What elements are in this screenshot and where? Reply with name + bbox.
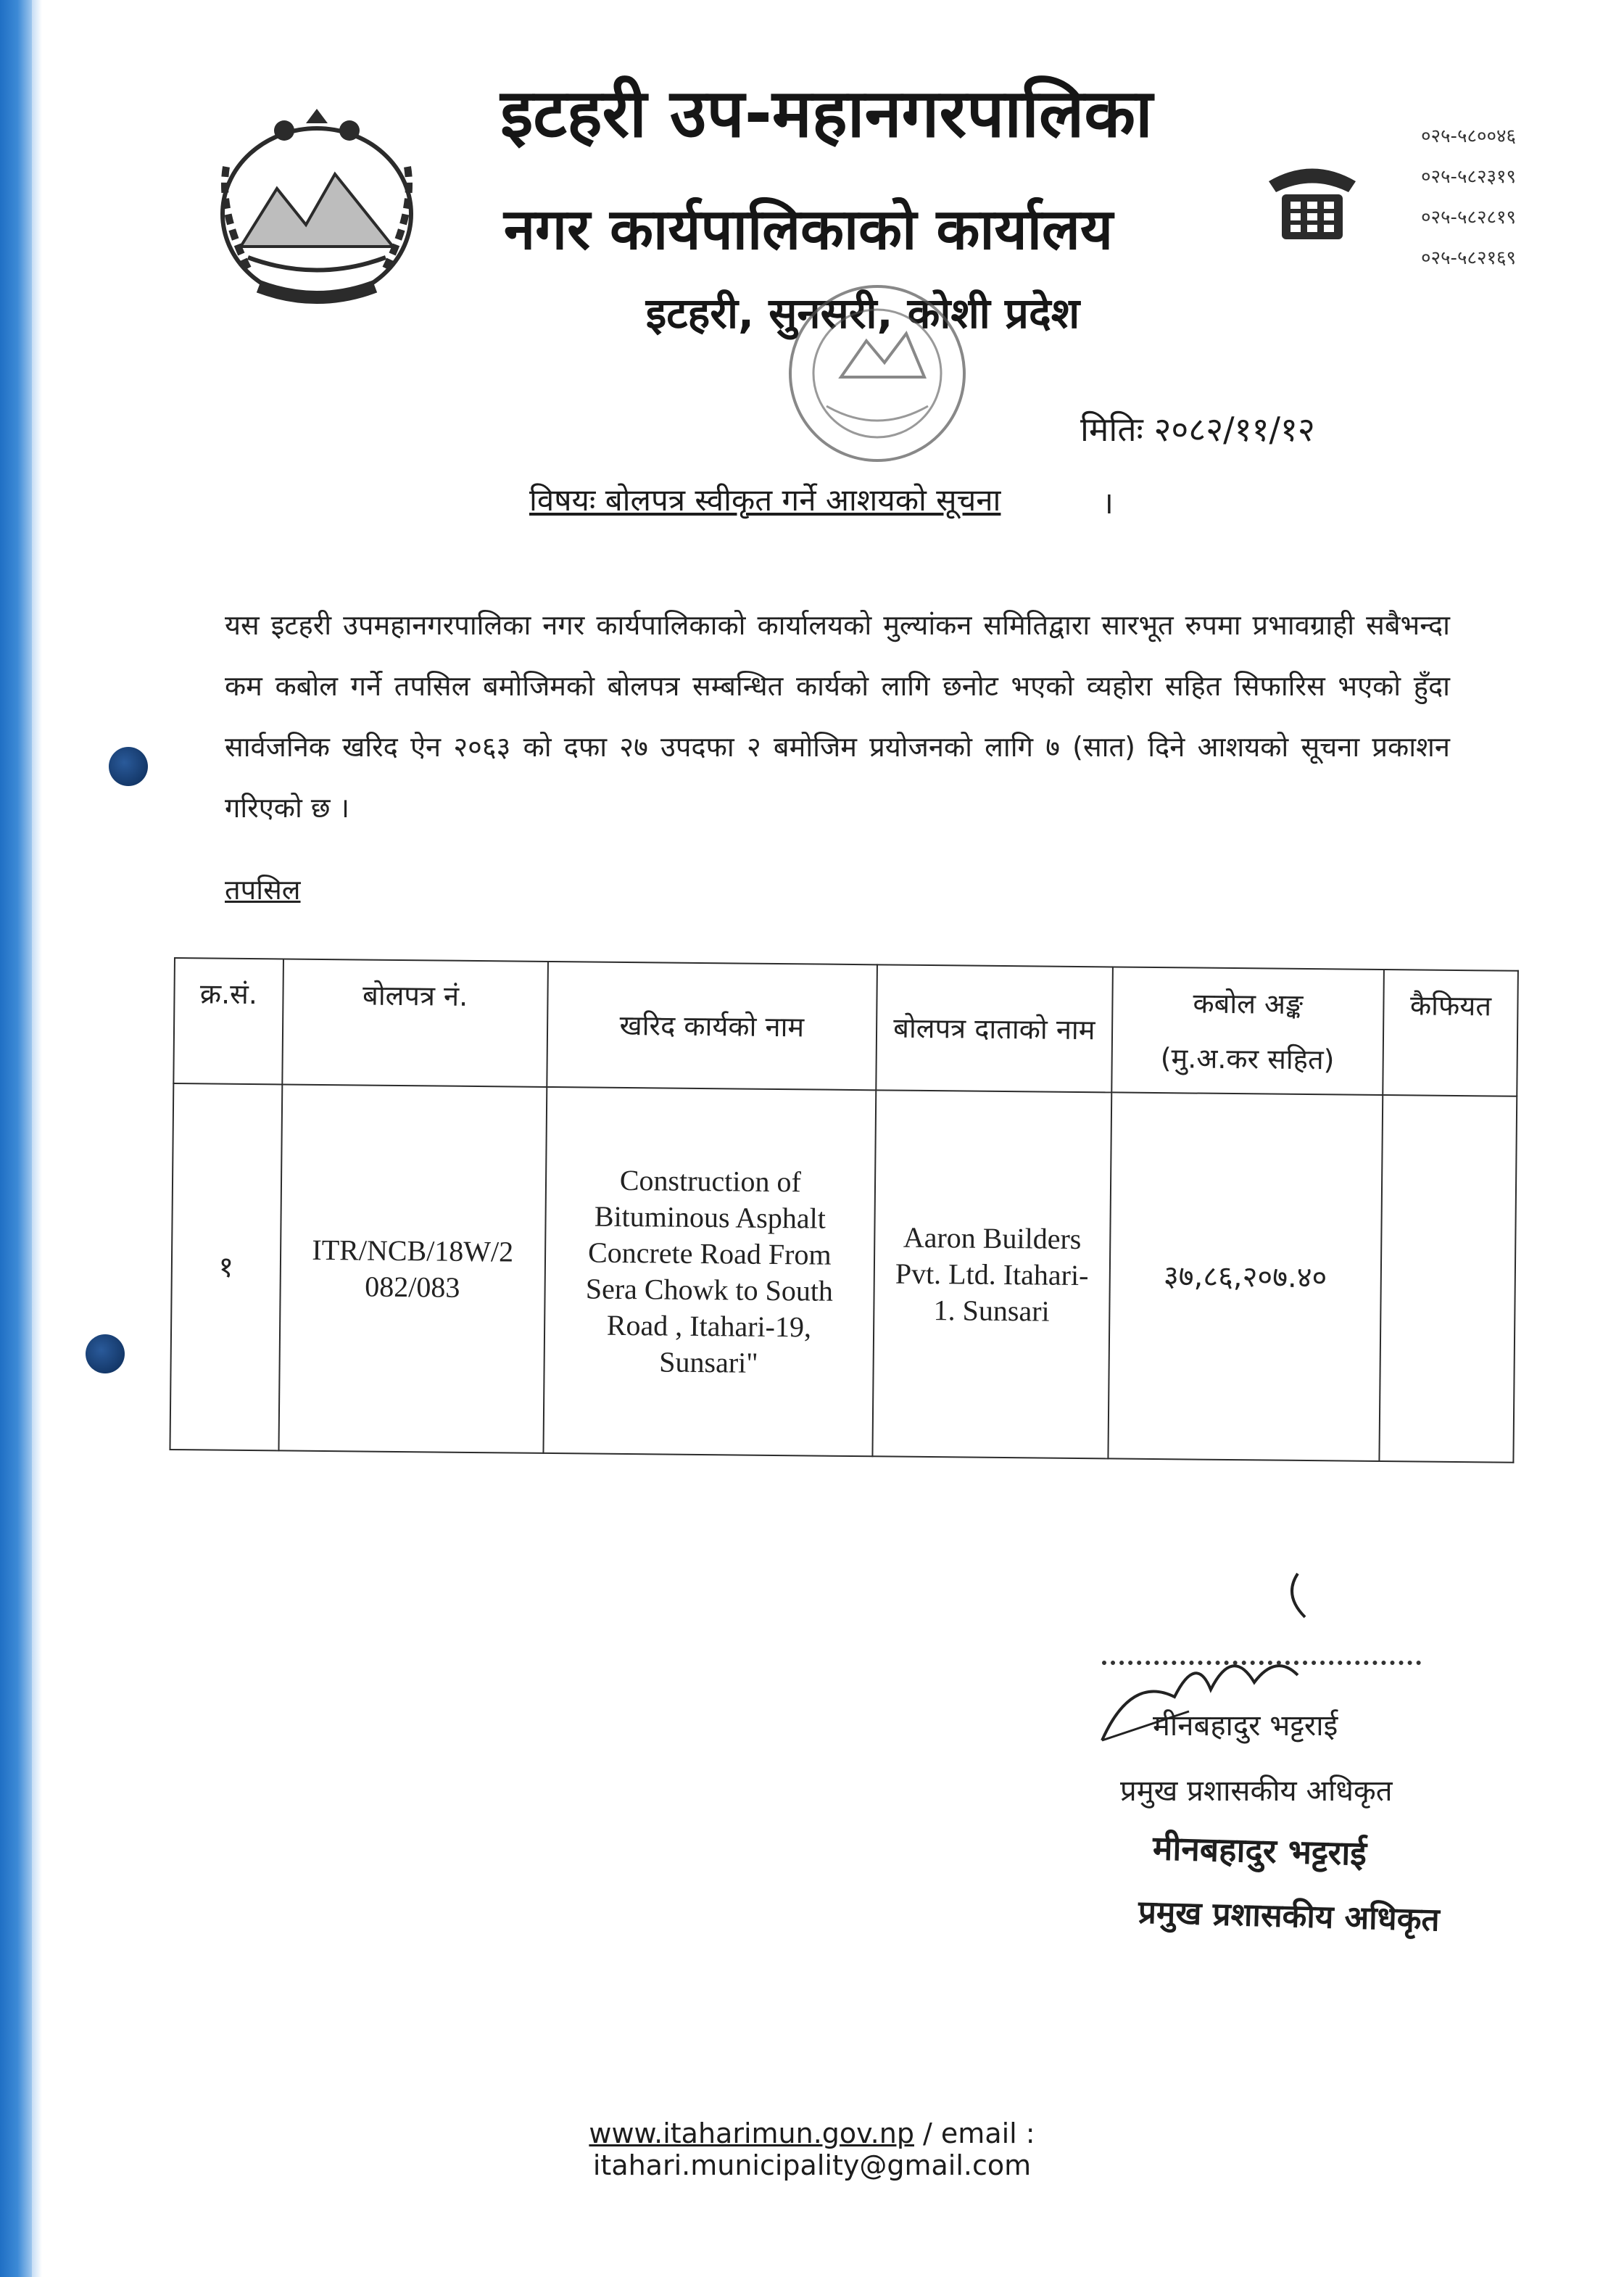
table-header-row: [173, 958, 1518, 1096]
header-bid-amount-label: कबोल अङ्क: [1193, 986, 1304, 1020]
footer-separator: / email :: [914, 2117, 1035, 2149]
cell-work-name: Construction of Bituminous Asphalt Concrete Road From Sera Chowk to South Road , Itahari-19, Sunsari": [543, 1087, 876, 1456]
phone-number: ०२५-५८२१६९: [1421, 247, 1517, 269]
cell-bid-amount: ३७,८६,२०७.४०: [1108, 1092, 1383, 1461]
punch-hole: [86, 1334, 125, 1373]
header-bid-amount: [1111, 967, 1384, 1095]
signatory-title-stamp: प्रमुख प्रशासकीय अधिकृत: [1138, 1893, 1441, 1939]
nepal-emblem-icon: [197, 102, 436, 319]
signatory-name-handwritten: मीनबहादुर भट्टराई: [1153, 1709, 1338, 1743]
cell-bidder-name: Aaron Builders Pvt. Ltd. Itahari-1. Sunsari: [872, 1090, 1111, 1458]
details-label: तपसिल: [225, 874, 301, 906]
footer-contact: [377, 2117, 1247, 2181]
blue-page-edge: [0, 0, 32, 2277]
header-work-name: खरिद कार्यको नाम: [547, 962, 877, 1090]
office-title: इटहरी उप-महानगरपालिका: [500, 75, 1153, 152]
bid-table: [169, 957, 1518, 1463]
signature-line: [1102, 1661, 1421, 1665]
punch-hole: [109, 747, 148, 786]
signatory-name-stamp: मीनबहादुर भट्टराई: [1152, 1828, 1367, 1873]
website-link[interactable]: www.itaharimun.gov.np: [589, 2117, 914, 2149]
notice-date: मितिः २०८२/११/१२: [1080, 410, 1315, 449]
email-link[interactable]: itahari.municipality@gmail.com: [592, 2149, 1032, 2181]
header-bid-number: बोलपत्र नं.: [282, 959, 547, 1086]
header-serial-number: क्र.सं.: [173, 958, 283, 1084]
office-seal-stamp: [768, 268, 986, 479]
header-bidder-name: बोलपत्र दाताको नाम: [876, 964, 1112, 1092]
cell-bid-number: ITR/NCB/18W/2 082/083: [278, 1084, 547, 1452]
phone-number: ०२५-५८००४६: [1421, 125, 1517, 147]
cell-serial-number: १: [170, 1083, 282, 1450]
phone-number: ०२५-५८२३१९: [1421, 166, 1517, 188]
table-row: [170, 1083, 1517, 1463]
phone-number: ०२५-५८२८१९: [1421, 207, 1517, 228]
header-bid-amount-vat: (मु.अ.कर सहित): [1160, 1041, 1335, 1075]
notice-body: यस इटहरी उपमहानगरपालिका नगर कार्यपालिकाको कार्यालयको मुल्यांकन समितिद्वारा सारभूत रुपमा प्रभावग्राही सबैभन्दा कम कबोल गर्ने तपसिल बमोजिमको बोलपत्र सम्बन्धित कार्यको लागि छनोट भएको व्यहोरा सहित सिफारिस भएको हुँदा सार्वजनिक खरिद ऐन २०६३ को दफा २७ उपदफा २ बमोजिम प्रयोजनको लागि ७ (सात) दिने आशयको सूचना प्रकाशन गरिएको छ ।: [225, 609, 1451, 824]
page-edge-shadow: [32, 0, 42, 2277]
telephone-icon: [1262, 160, 1363, 247]
phone-numbers: [1421, 116, 1595, 278]
header-remarks: कैफियत: [1383, 970, 1518, 1096]
office-subtitle: नगर कार्यपालिकाको कार्यालय: [503, 197, 1114, 263]
subject-full-stop: ।: [1102, 485, 1114, 521]
cell-remarks: [1380, 1095, 1517, 1463]
signatory-title-handwritten: प्रमुख प्रशासकीय अधिकृत: [1120, 1774, 1393, 1808]
office-address: इटहरी, सुनसरी, कोशी प्रदेश: [645, 289, 1080, 338]
notice-subject: विषयः बोलपत्र स्वीकृत गर्ने आशयको सूचना: [529, 482, 1001, 518]
